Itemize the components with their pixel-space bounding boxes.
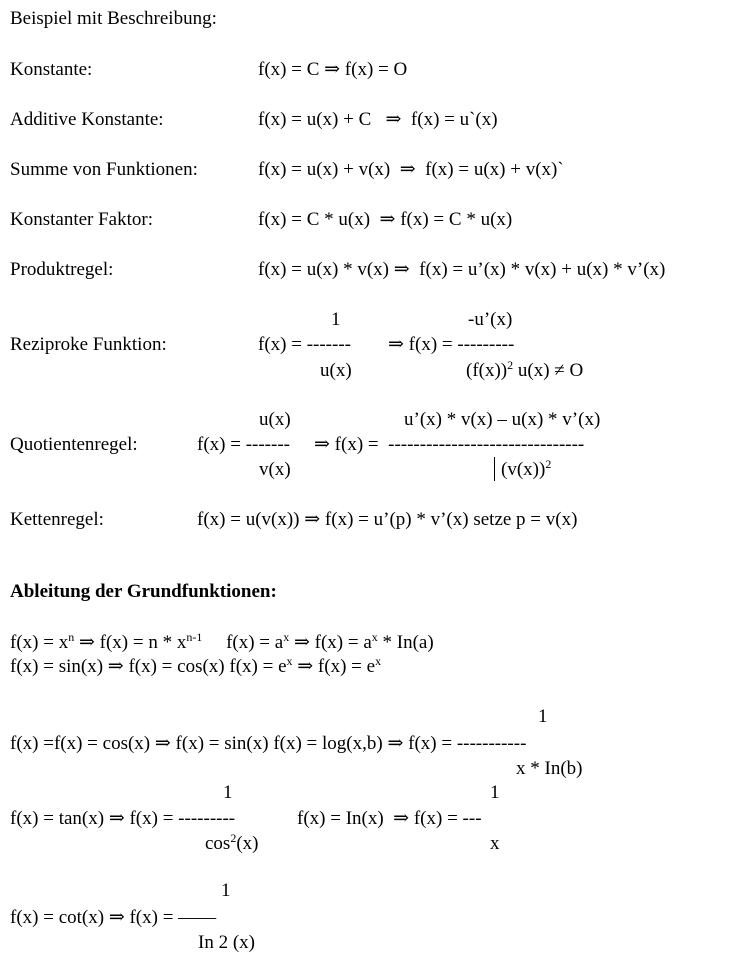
rule-formula-summe: f(x) = u(x) + v(x) ⇒ f(x) = u(x) + v(x)` — [258, 159, 564, 180]
grund-ln-line: f(x) = In(x) ⇒ f(x) = --- — [297, 808, 482, 829]
grund-cot-numerator: 1 — [221, 880, 231, 901]
grund-heading: Ableitung der Grundfunktionen: — [10, 581, 277, 602]
rule-formula-konstante: f(x) = C ⇒ f(x) = O — [258, 59, 408, 80]
rule-formula-faktor: f(x) = C * u(x) ⇒ f(x) = C * u(x) — [258, 209, 513, 230]
reziprok-lhs: f(x) = ------- — [258, 334, 351, 355]
quotient-numerator-2: u’(x) * v(x) – u(x) * v’(x) — [404, 409, 601, 430]
grund-cot-denominator: In 2 (x) — [198, 932, 255, 953]
rule-label-reziprok: Reziproke Funktion: — [10, 334, 167, 355]
rule-label-konstante: Konstante: — [10, 59, 93, 80]
reziprok-rhs-fraction-bar: ⇒ f(x) = --------- — [388, 334, 515, 355]
grund-tan-denominator: $\cos^2(x)$ — [205, 831, 259, 854]
grund-sinus-line: f(x) = sin(x) ⇒ f(x) = cos(x) $f(x) = e^x$ ⇒ $f(x) = e^x$ — [10, 654, 382, 677]
rule-formula-additiv: f(x) = u(x) + C ⇒ f(x) = u`(x) — [258, 109, 498, 130]
quotient-rhs-fraction-bar: ⇒ f(x) = ------------------------------- — [314, 434, 585, 455]
rule-label-produkt: Produktregel: — [10, 259, 114, 280]
reziprok-denominator-1: u(x) — [320, 360, 352, 381]
grund-potenz-line: $f(x) = x^n$ ⇒ $f(x) = n * x^{n-1}$ $f(x) = a^x$ ⇒ $f(x) = a^x * In(a)$ — [10, 630, 434, 653]
grund-log-denominator: x * In(b) — [516, 758, 583, 779]
grund-ln-denominator: x — [490, 833, 500, 854]
grund-cos-log-line: f(x) =f(x) = cos(x) ⇒ f(x) = sin(x) f(x) = log(x,b) ⇒ f(x) = ----------- — [10, 733, 527, 754]
grund-ln-numerator: 1 — [490, 782, 500, 803]
intro-heading: Beispiel mit Beschreibung: — [10, 8, 217, 29]
quotient-numerator-1: u(x) — [259, 409, 291, 430]
rule-formula-kette: f(x) = u(v(x)) ⇒ f(x) = u’(p) * v’(x) setze p = v(x) — [197, 509, 578, 530]
quotient-denominator-1: v(x) — [259, 459, 291, 480]
quotient-denominator-2: $(v(x))^2$ — [501, 457, 552, 480]
rule-label-faktor: Konstanter Faktor: — [10, 209, 154, 230]
reziprok-numerator-2: -u’(x) — [468, 309, 513, 330]
rule-label-additiv: Additive Konstante: — [10, 109, 164, 130]
rule-label-kette: Kettenregel: — [10, 509, 104, 530]
rule-label-quotient: Quotientenregel: — [10, 434, 138, 455]
rule-formula-produkt: f(x) = u(x) * v(x) ⇒ f(x) = u’(x) * v(x) + u(x) * v’(x) — [258, 259, 666, 280]
quotient-vertical-stroke — [494, 457, 495, 481]
grund-cot-line: f(x) = cot(x) ⇒ f(x) = –––– — [10, 907, 217, 928]
reziprok-denominator-2: $(f(x))^2$ u(x) ≠ O — [466, 358, 584, 381]
grund-tan-line: f(x) = tan(x) ⇒ f(x) = --------- — [10, 808, 236, 829]
grund-tan-numerator: 1 — [223, 782, 233, 803]
rule-label-summe: Summe von Funktionen: — [10, 159, 198, 180]
grund-log-numerator: 1 — [538, 706, 548, 727]
quotient-lhs: f(x) = ------- — [197, 434, 290, 455]
reziprok-numerator-1: 1 — [331, 309, 341, 330]
